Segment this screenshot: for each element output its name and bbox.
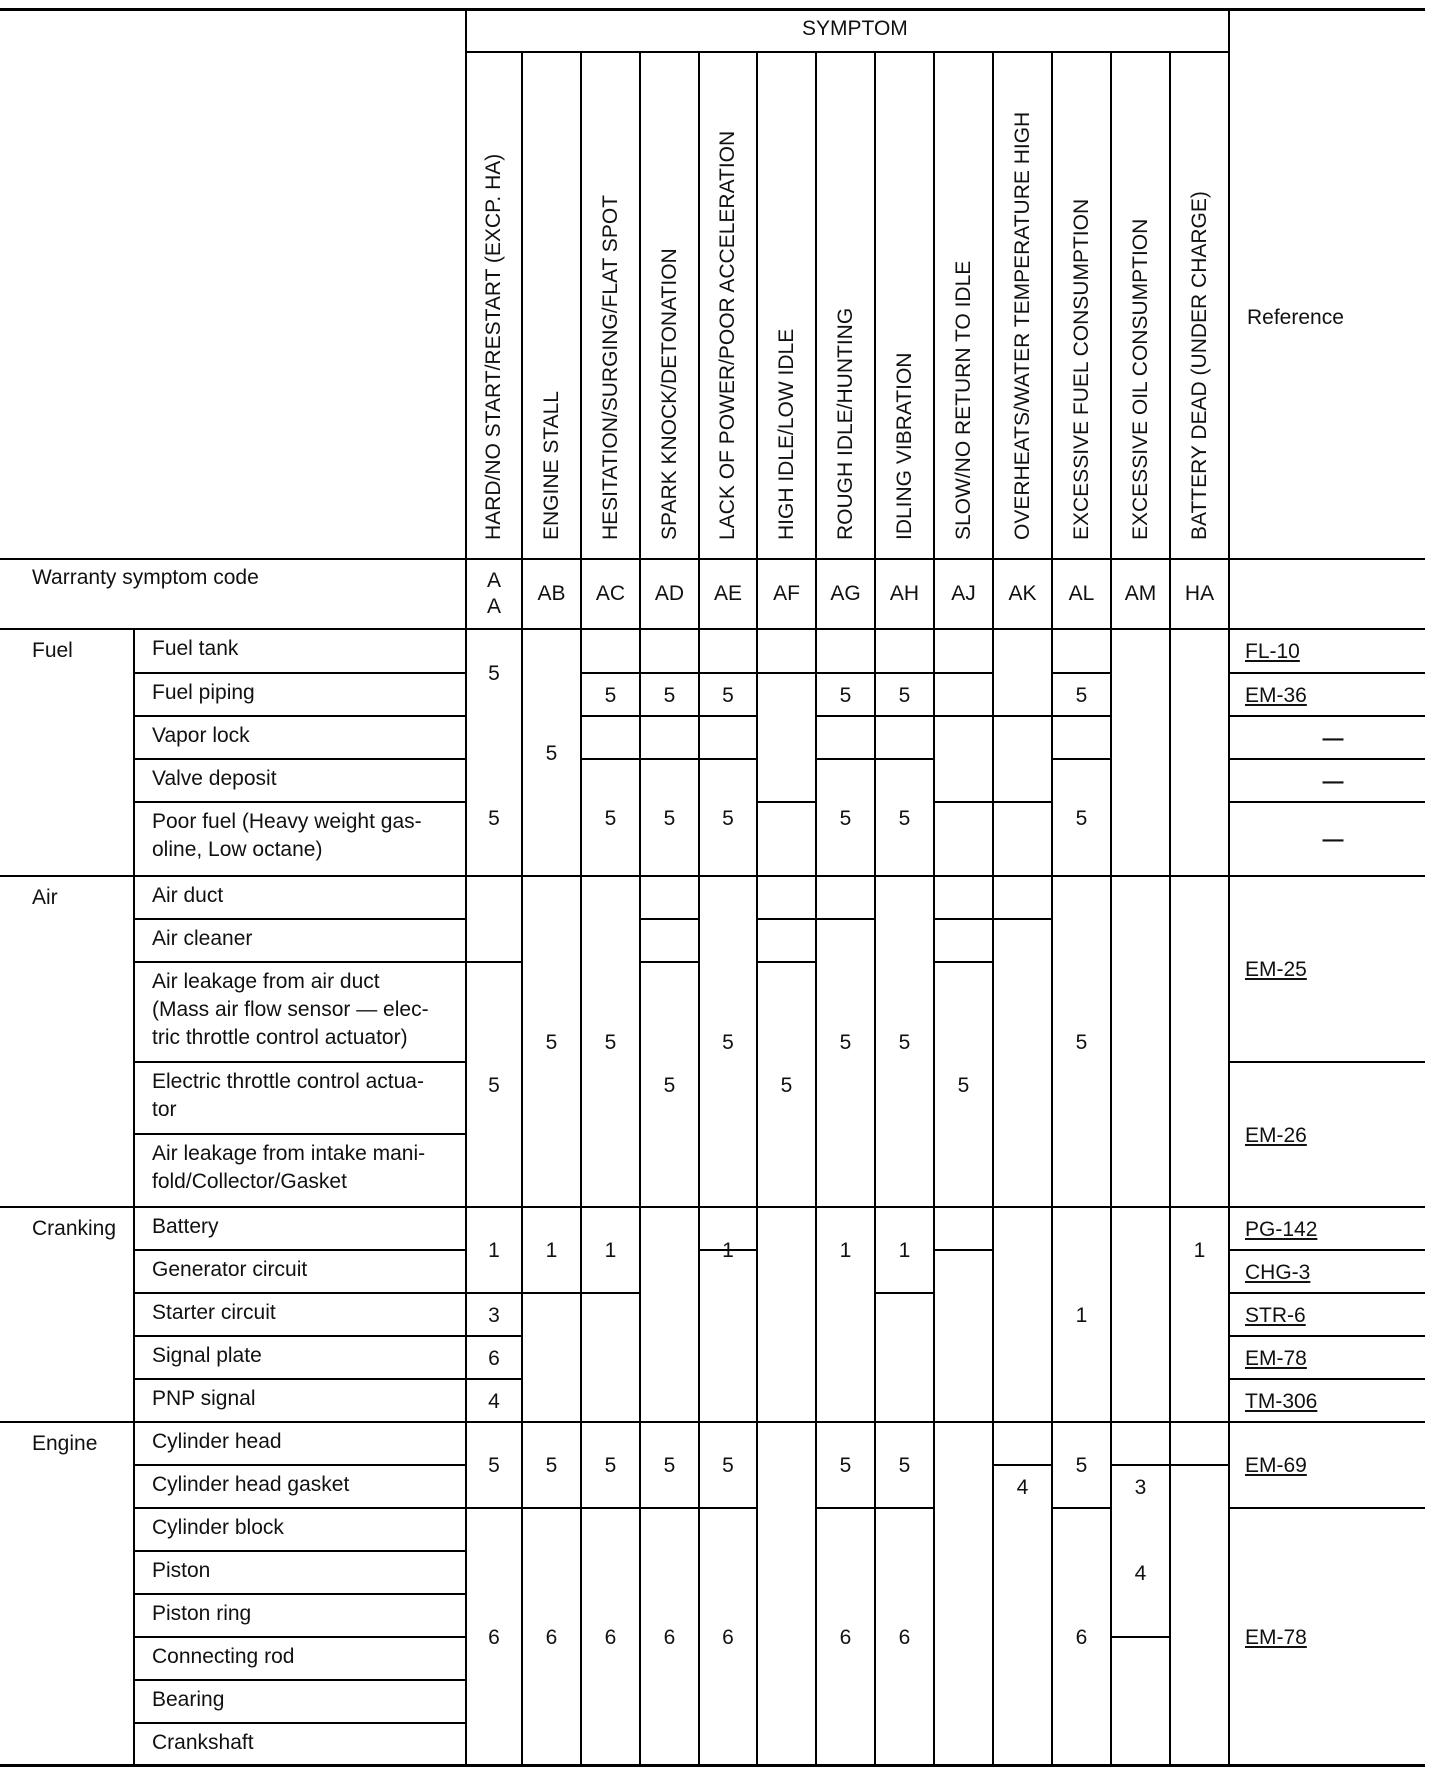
grid-line xyxy=(134,1061,466,1063)
item-label: Air leakage from intake mani- fold/Collector/Gasket xyxy=(152,1142,426,1193)
grid-line xyxy=(1051,53,1053,1767)
warranty-code: AK xyxy=(1008,582,1037,605)
symptom-value: 5 xyxy=(663,1073,676,1097)
grid-line xyxy=(581,758,640,760)
symptom-value: 1 xyxy=(545,1239,558,1262)
grid-line xyxy=(875,758,934,760)
symptom-value: 3 xyxy=(1134,1475,1147,1499)
grid-line xyxy=(934,918,993,920)
grid-line xyxy=(1229,1249,1425,1251)
symptom-value: 5 xyxy=(722,683,734,707)
grid-line xyxy=(522,1292,581,1294)
symptom-value: 1 xyxy=(488,1239,500,1262)
item-label: Signal plate xyxy=(152,1344,262,1367)
symptom-value: 5 xyxy=(604,1454,617,1477)
reference-link[interactable]: EM-78 xyxy=(1245,1626,1307,1649)
grid-line xyxy=(757,961,816,963)
grid-line xyxy=(757,801,816,803)
grid-line xyxy=(581,1292,640,1294)
grid-line xyxy=(0,8,1425,11)
grid-line xyxy=(1229,1335,1425,1337)
symptom-value: 6 xyxy=(1075,1626,1088,1649)
symptom-value: 5 xyxy=(722,1030,734,1054)
grid-line xyxy=(992,53,994,1767)
symptom-value: 5 xyxy=(898,1030,911,1054)
grid-line xyxy=(581,672,757,674)
symptom-value: 4 xyxy=(488,1389,500,1413)
warranty-symptom-code-label: Warranty symptom code xyxy=(32,566,259,589)
category-label: Engine xyxy=(32,1432,98,1455)
symptom-value: 1 xyxy=(1193,1239,1206,1262)
symptom-value: 5 xyxy=(839,806,852,830)
item-label: Cylinder head gasket xyxy=(152,1473,350,1496)
symptom-value: 5 xyxy=(604,806,617,830)
grid-line xyxy=(0,628,1425,630)
item-label: Poor fuel (Heavy weight gas- oline, Low octane) xyxy=(152,810,422,861)
symptom-value: 5 xyxy=(722,806,734,830)
grid-line xyxy=(466,1292,522,1294)
item-label: Piston xyxy=(152,1559,211,1582)
warranty-code: AD xyxy=(654,582,685,605)
grid-line xyxy=(875,1507,934,1509)
grid-line xyxy=(134,672,466,674)
grid-line xyxy=(757,672,816,674)
symptom-value: 3 xyxy=(488,1303,500,1327)
symptom-column-header: OVERHEATS/WATER TEMPERATURE HIGH xyxy=(1010,111,1034,540)
item-label: Vapor lock xyxy=(152,724,250,747)
warranty-code: AE xyxy=(713,582,742,605)
grid-line xyxy=(134,1335,466,1337)
warranty-code: AB xyxy=(537,582,566,605)
grid-line xyxy=(1229,1507,1425,1509)
grid-line xyxy=(1111,1464,1170,1466)
grid-line xyxy=(934,1249,993,1251)
symptom-column-header: LACK OF POWER/POOR ACCELERATION xyxy=(716,130,739,540)
symptom-value: 6 xyxy=(663,1626,676,1649)
warranty-code: AJ xyxy=(951,582,976,605)
grid-line xyxy=(993,918,1052,920)
grid-line xyxy=(134,1636,466,1638)
grid-line xyxy=(134,1464,466,1466)
grid-line xyxy=(640,918,699,920)
item-label: Fuel piping xyxy=(152,681,255,704)
warranty-code: AF xyxy=(773,582,800,605)
grid-line xyxy=(465,10,467,1767)
grid-line xyxy=(640,715,699,717)
grid-line xyxy=(1169,53,1171,1767)
grid-line xyxy=(875,715,934,717)
grid-line xyxy=(134,1722,466,1724)
symptom-value: 5 xyxy=(957,1073,970,1097)
reference-link[interactable]: TM-306 xyxy=(1245,1389,1318,1413)
symptom-column-header: ENGINE STALL xyxy=(539,391,563,540)
symptom-column-header: IDLING VIBRATION xyxy=(892,352,916,540)
warranty-code: AG xyxy=(830,582,861,605)
grid-line xyxy=(134,1679,466,1681)
item-label: Air duct xyxy=(152,884,224,907)
grid-line xyxy=(134,961,466,963)
symptom-value: 5 xyxy=(663,1454,676,1477)
category-label: Air xyxy=(32,886,58,909)
symptom-value: 5 xyxy=(1075,683,1088,707)
grid-line xyxy=(816,672,934,674)
symptom-value: 4 xyxy=(1016,1475,1029,1499)
symptom-value: 5 xyxy=(898,1454,911,1477)
grid-line xyxy=(640,961,699,963)
item-label: Air cleaner xyxy=(152,927,253,950)
grid-line xyxy=(134,1507,466,1509)
reference-link[interactable]: EM-36 xyxy=(1245,683,1307,707)
grid-line xyxy=(993,1464,1052,1466)
grid-line xyxy=(756,53,758,1767)
item-label: Piston ring xyxy=(152,1602,252,1625)
grid-line xyxy=(933,53,935,1767)
reference-link[interactable]: EM-26 xyxy=(1245,1123,1307,1147)
grid-line xyxy=(816,918,875,920)
symptom-value: 6 xyxy=(898,1626,911,1649)
symptom-value: 1 xyxy=(604,1239,617,1262)
grid-line xyxy=(757,918,816,920)
symptom-value: 5 xyxy=(545,1030,558,1054)
item-label: Valve deposit xyxy=(152,767,277,790)
reference-link[interactable]: EM-25 xyxy=(1245,958,1307,981)
grid-line xyxy=(522,1507,581,1509)
symptom-value: 5 xyxy=(898,806,911,830)
symptom-value: 6 xyxy=(722,1626,734,1649)
item-label: PNP signal xyxy=(152,1387,256,1410)
symptom-value: 5 xyxy=(488,806,500,830)
symptom-value: 5 xyxy=(488,661,500,685)
grid-line xyxy=(640,758,699,760)
symptom-value: 6 xyxy=(604,1626,617,1649)
grid-line xyxy=(581,1507,640,1509)
grid-line xyxy=(134,758,466,760)
item-label: Crankshaft xyxy=(152,1731,254,1754)
symptom-value: 5 xyxy=(604,1030,617,1054)
warranty-code: AM xyxy=(1124,582,1157,605)
item-label: Bearing xyxy=(152,1688,225,1711)
reference-none: — xyxy=(1322,769,1344,793)
grid-line xyxy=(1170,1464,1229,1466)
grid-line xyxy=(815,53,817,1767)
item-label: Starter circuit xyxy=(152,1301,276,1324)
symptom-column-header: SPARK KNOCK/DETONATION xyxy=(657,248,681,540)
symptom-column-header: HARD/NO START/RESTART (EXCP. HA) xyxy=(482,153,505,540)
grid-line xyxy=(521,53,523,1767)
grid-line xyxy=(699,1507,757,1509)
grid-line xyxy=(1229,1378,1425,1380)
reference-link[interactable]: EM-78 xyxy=(1245,1346,1307,1370)
warranty-code: AL xyxy=(1068,582,1095,605)
symptom-value: 1 xyxy=(839,1239,852,1262)
grid-line xyxy=(0,1206,1425,1208)
symptom-value: 1 xyxy=(1075,1303,1088,1327)
grid-line xyxy=(639,53,641,1767)
grid-line xyxy=(699,715,757,717)
grid-line xyxy=(1229,801,1425,803)
symptom-value: 1 xyxy=(722,1239,734,1262)
grid-line xyxy=(134,1133,466,1135)
category-label: Cranking xyxy=(32,1217,117,1240)
reference-link[interactable]: FL-10 xyxy=(1245,640,1300,663)
grid-line xyxy=(134,1593,466,1595)
symptom-value: 5 xyxy=(663,806,676,830)
symptom-column-header: HESITATION/SURGING/FLAT SPOT xyxy=(598,195,622,540)
grid-line xyxy=(134,1249,466,1251)
grid-line xyxy=(640,1507,699,1509)
grid-line xyxy=(934,961,993,963)
category-label: Fuel xyxy=(32,639,73,662)
symptom-value: 5 xyxy=(663,683,676,707)
grid-line xyxy=(816,758,875,760)
symptom-column-header: ROUGH IDLE/HUNTING xyxy=(833,307,857,540)
item-label: Battery xyxy=(152,1215,219,1238)
symptom-value: 5 xyxy=(780,1073,793,1097)
grid-line xyxy=(934,715,993,717)
symptom-value: 6 xyxy=(839,1626,852,1649)
grid-line xyxy=(466,1335,522,1337)
symptom-value: 5 xyxy=(722,1454,734,1477)
grid-line xyxy=(934,801,993,803)
grid-line xyxy=(580,53,582,1767)
warranty-code: AC xyxy=(595,582,626,605)
grid-line xyxy=(934,672,993,674)
symptom-value: 4 xyxy=(1134,1561,1147,1585)
symptom-value: 5 xyxy=(1075,1454,1088,1477)
symptom-value: 6 xyxy=(545,1626,558,1649)
grid-line xyxy=(134,1550,466,1552)
grid-line xyxy=(1229,1292,1425,1294)
item-label: Electric throttle control actua- tor xyxy=(152,1070,424,1121)
symptom-value: 6 xyxy=(488,1626,500,1649)
symptom-value: 5 xyxy=(1075,1030,1088,1054)
warranty-code: HA xyxy=(1184,582,1215,605)
grid-line xyxy=(1229,672,1425,674)
grid-line xyxy=(134,801,466,803)
grid-line xyxy=(698,53,700,1767)
grid-line xyxy=(1228,10,1230,1767)
item-label: Cylinder head xyxy=(152,1430,282,1453)
symptom-value: 5 xyxy=(545,1454,558,1477)
symptom-value: 5 xyxy=(839,1454,852,1477)
grid-line xyxy=(1111,1636,1170,1638)
grid-line xyxy=(134,715,466,717)
grid-line xyxy=(466,1507,522,1509)
grid-line xyxy=(1229,758,1425,760)
grid-line xyxy=(874,53,876,1767)
item-label: Air leakage from air duct (Mass air flow sensor — elec- tric throttle control actuator) xyxy=(152,970,429,1049)
symptom-column-header: SLOW/NO RETURN TO IDLE xyxy=(951,260,975,540)
symptom-value: 5 xyxy=(839,683,852,707)
reference-link[interactable]: CHG-3 xyxy=(1245,1260,1311,1284)
symptom-value: 5 xyxy=(545,741,558,765)
grid-line xyxy=(581,628,640,630)
symptom-value: 1 xyxy=(898,1239,911,1262)
grid-line xyxy=(875,1292,934,1294)
item-label: Connecting rod xyxy=(152,1645,295,1668)
grid-line xyxy=(1229,1061,1425,1063)
grid-line xyxy=(816,715,875,717)
symptom-value: 5 xyxy=(488,1073,500,1097)
grid-line xyxy=(1110,53,1112,1767)
grid-line xyxy=(134,918,466,920)
grid-line xyxy=(0,1764,1425,1767)
grid-line xyxy=(134,1378,466,1380)
grid-line xyxy=(581,715,640,717)
grid-line xyxy=(466,961,522,963)
reference-none: — xyxy=(1322,828,1344,851)
symptom-value: 5 xyxy=(1075,806,1088,830)
item-label: Cylinder block xyxy=(152,1516,284,1539)
symptom-header: SYMPTOM xyxy=(802,17,908,40)
item-label: Fuel tank xyxy=(152,637,239,660)
reference-link[interactable]: PG-142 xyxy=(1245,1217,1318,1241)
grid-line xyxy=(993,801,1052,803)
reference-header: Reference xyxy=(1247,306,1344,329)
symptom-value: 6 xyxy=(488,1346,500,1370)
warranty-code: A A xyxy=(486,569,501,618)
warranty-code: AH xyxy=(889,582,920,605)
grid-line xyxy=(0,875,1425,877)
symptom-column-header: BATTERY DEAD (UNDER CHARGE) xyxy=(1187,191,1211,540)
symptom-column-header: EXCESSIVE OIL CONSUMPTION xyxy=(1128,218,1152,540)
grid-line xyxy=(134,1292,466,1294)
grid-line xyxy=(1052,672,1111,674)
grid-line xyxy=(816,1507,875,1509)
reference-link[interactable]: STR-6 xyxy=(1245,1303,1306,1327)
symptom-column-header: EXCESSIVE FUEL CONSUMPTION xyxy=(1069,198,1093,540)
reference-link[interactable]: EM-69 xyxy=(1245,1454,1307,1477)
symptom-value: 5 xyxy=(839,1030,852,1054)
grid-line xyxy=(1229,715,1425,717)
symptom-column-header: HIGH IDLE/LOW IDLE xyxy=(774,328,798,540)
grid-line xyxy=(1052,715,1111,717)
symptom-value: 5 xyxy=(604,683,617,707)
grid-line xyxy=(466,1378,522,1380)
symptom-value: 5 xyxy=(488,1454,500,1477)
item-label: Generator circuit xyxy=(152,1258,308,1281)
grid-line xyxy=(993,715,1052,717)
grid-line xyxy=(0,1421,1425,1423)
reference-none: — xyxy=(1322,726,1344,750)
grid-line xyxy=(0,558,1425,560)
symptom-value: 5 xyxy=(898,683,911,707)
grid-line xyxy=(699,758,757,760)
grid-line xyxy=(1052,1507,1111,1509)
grid-line xyxy=(1052,758,1111,760)
